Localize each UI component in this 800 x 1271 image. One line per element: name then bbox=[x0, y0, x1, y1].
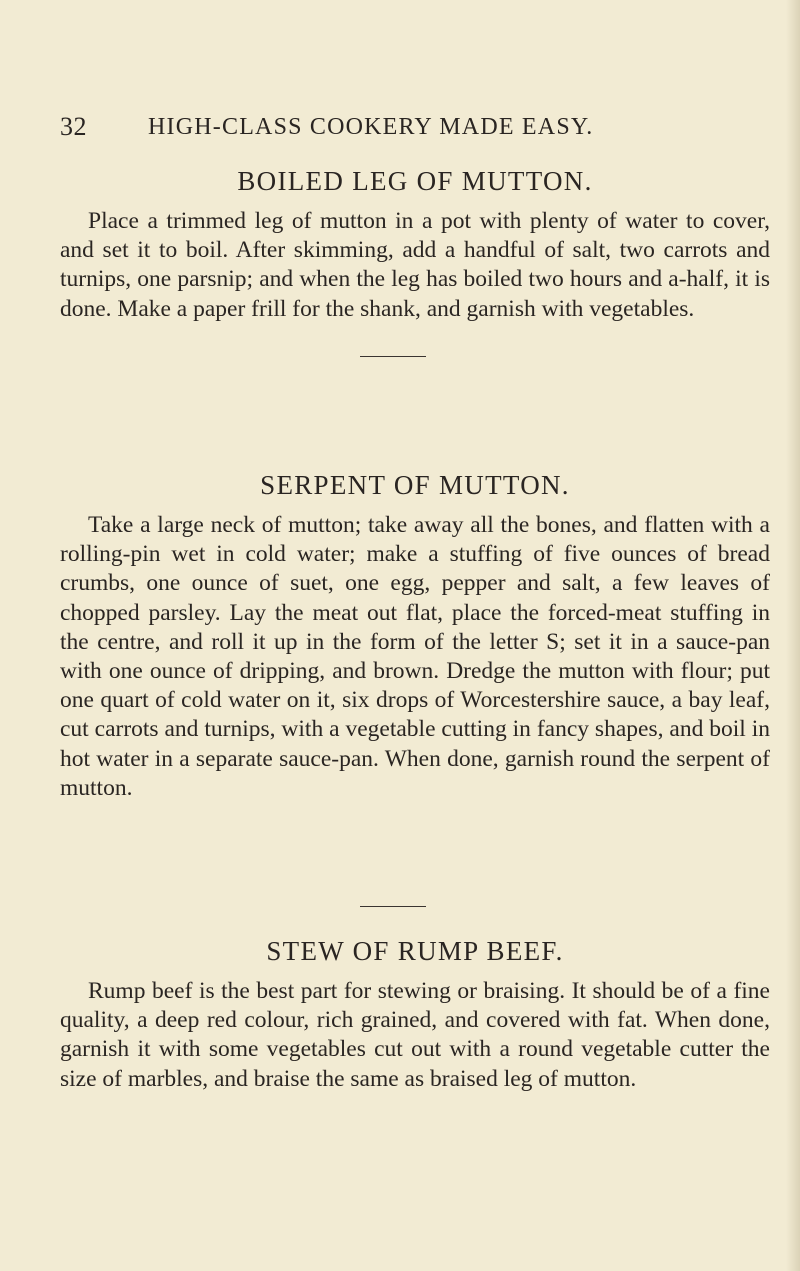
recipe-text: Rump beef is the best part for stewing or braising. It should be of a fine quality, a deep red colour, rich grained, and covered with fat. When done, garnish it with some vegetables cut out with a round vegetable cutter the size of marbles, and braise the same as braised leg of mutton. bbox=[60, 978, 770, 1092]
recipe-boiled-leg-of-mutton bbox=[60, 166, 770, 324]
section-divider bbox=[360, 356, 426, 357]
recipe-title: BOILED LEG OF MUTTON. bbox=[237, 166, 593, 196]
section-divider bbox=[360, 906, 426, 907]
page-edge-shadow bbox=[786, 0, 800, 1271]
recipe-text: Take a large neck of mutton; take away all the bones, and flatten with a rolling-pin wet in cold water; make a stuffing of five ounces of bread crumbs, one ounce of suet, one egg, pepper and salt, a few leaves of chopped parsley. Lay the meat out flat, place the forced-meat stuffing in the centre, and roll it up in the form of the letter S; set it in a sauce-pan with one ounce of dripping, and brown. Dredge the mutton with flour; put one quart of cold water on it, six drops of Worcestershire sauce, a bay leaf, cut carrots and turnips, with a vegetable cutting in fancy shapes, and boil in hot water in a separate sauce-pan. When done, garnish round the serpent of mutton. bbox=[60, 512, 770, 801]
recipe-stew-of-rump-beef bbox=[60, 936, 770, 1094]
recipe-title: STEW OF RUMP BEEF. bbox=[266, 936, 564, 966]
running-head bbox=[60, 112, 750, 152]
running-title: HIGH-CLASS COOKERY MADE EASY. bbox=[148, 114, 594, 140]
page-number: 32 bbox=[60, 112, 87, 141]
recipe-serpent-of-mutton bbox=[60, 470, 770, 803]
recipe-title: SERPENT OF MUTTON. bbox=[260, 470, 570, 500]
recipe-text: Place a trimmed leg of mutton in a pot with plenty of water to cover, and set it to boil. After skimming, add a handful of salt, two carrots and turnips, one parsnip; and when the leg has boiled two hours and a-half, it is done. Make a paper frill for the shank, and garnish with vegetables. bbox=[60, 208, 770, 322]
